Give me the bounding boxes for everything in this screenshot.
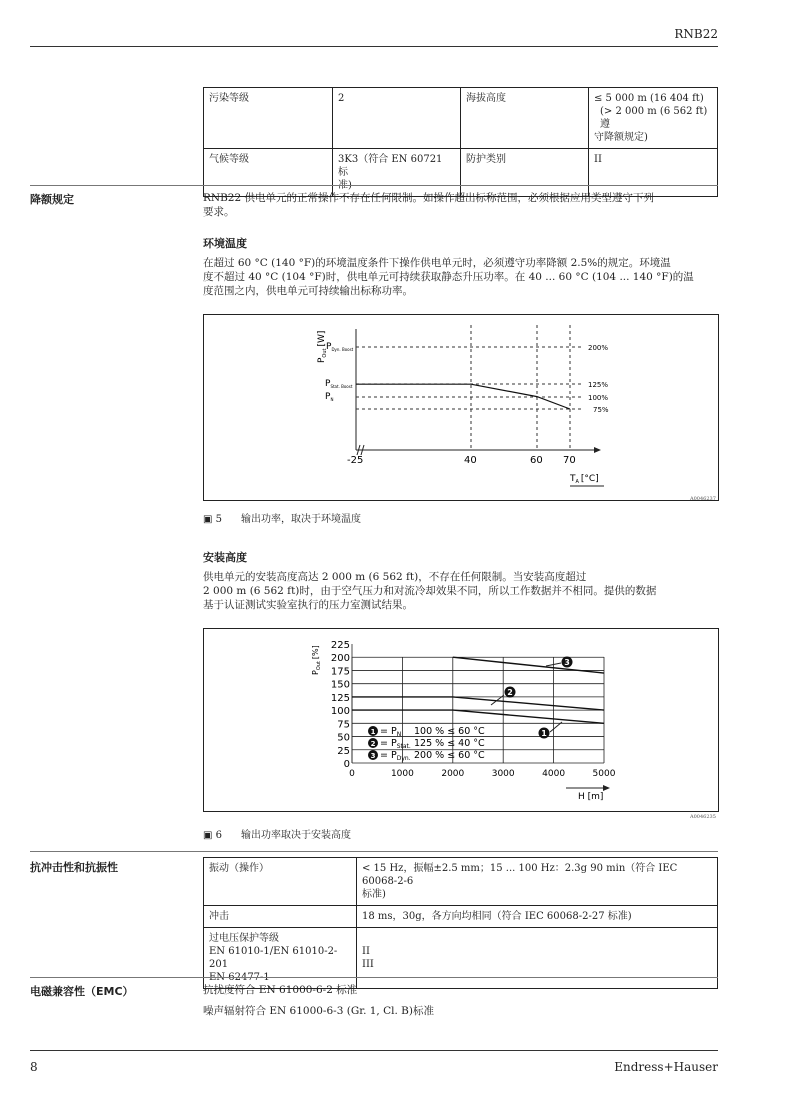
legend-label-3: = $P_{Dyn.}$ 200 % ≤ 60 °C xyxy=(380,750,485,762)
altitude-line1: 供电单元的安装高度高达 2 000 m (6 562 ft)，不存在任何限制。当安装高度超过 xyxy=(203,571,587,583)
callout-1 xyxy=(539,722,563,739)
overvoltage-value-line2: II xyxy=(362,946,370,957)
callout-3 xyxy=(546,657,573,668)
altitude-value xyxy=(589,88,718,149)
vibration-value-line1: < 15 Hz，振幅±2.5 mm；15 ... 100 Hz：2.3g 90 min（符合 IEC 60068-2-6 xyxy=(362,863,678,887)
figure-6-caption xyxy=(203,826,351,841)
pct-label-125: 125% xyxy=(588,381,609,389)
x-tick-4000: 4000 xyxy=(542,769,566,779)
figure-6-id: A0046235 xyxy=(690,814,716,820)
x-tick-70: 70 xyxy=(563,455,576,466)
x-tick-60: 60 xyxy=(530,455,543,466)
pct-label-75: 75% xyxy=(593,406,609,414)
y-tick-25: 25 xyxy=(337,745,350,757)
label-p-n: $P_N$ xyxy=(325,392,334,402)
pct-label-200: 200% xyxy=(588,344,609,352)
figure-5-caption-text: 输出功率，取决于环境温度 xyxy=(241,514,361,525)
figure-icon: ▣ xyxy=(203,830,213,841)
shock-title: 抗冲击性和抗振性 xyxy=(30,861,118,874)
altitude-heading: 安装高度 xyxy=(203,551,247,564)
legend-label-2: = $P_{Stat.}$ 125 % ≤ 40 °C xyxy=(380,738,485,750)
ambient-heading: 环境温度 xyxy=(203,237,247,250)
vibration-label: 振动（操作） xyxy=(204,858,357,906)
x-tick-5000: 5000 xyxy=(592,769,616,779)
figure-5-caption xyxy=(203,510,361,525)
altitude-paragraph xyxy=(203,570,718,612)
y-tick-200: 200 xyxy=(330,653,350,665)
overvoltage-label-line3: EN 62477-1 xyxy=(209,972,270,983)
y-tick-50: 50 xyxy=(337,732,350,744)
x-tick-1000: 1000 xyxy=(390,769,414,779)
x-axis-label: $T_A$ [°C] xyxy=(570,474,599,485)
altitude-value-line3: 守降额规定) xyxy=(594,132,648,143)
y-tick-150: 150 xyxy=(330,679,350,691)
shock-divider xyxy=(30,851,718,852)
emc-line1: 抗扰度符合 EN 61000-6-2 标准 xyxy=(203,984,358,996)
climate-value-line1: 3K3（符合 EN 60721 标 xyxy=(338,154,443,178)
altitude-value-line1: ≤ 5 000 m (16 404 ft) xyxy=(594,93,704,104)
environment-table xyxy=(203,87,718,197)
legend-marker-text-2: 2 xyxy=(370,740,376,748)
emc-divider xyxy=(30,977,718,978)
derating-intro-line2: 要求。 xyxy=(203,206,235,218)
overvoltage-label-line2: EN 61010-1/EN 61010-2-201 xyxy=(209,946,338,970)
x-axis-arrow xyxy=(594,447,601,453)
y-axis-label: $P_{Out}[W]$ xyxy=(317,330,328,363)
ambient-line3: 度范围之内，供电单元可持续输出标称功率。 xyxy=(203,285,413,297)
overvoltage-value xyxy=(357,928,718,989)
derating-intro-line1: RNB22 供电单元的正常操作不存在任何限制。如操作超出标称范围，必须根据应用类型遵守下列 xyxy=(203,192,655,204)
figure-6-caption-text: 输出功率取决于安装高度 xyxy=(241,830,351,841)
figure-5-number: ▣ 5 xyxy=(203,514,223,525)
label-p-stat-boost: $P_{Stat. Boost}$ xyxy=(325,379,353,389)
callout-3-text: 3 xyxy=(564,658,570,667)
temperature-derating-chart xyxy=(204,315,718,500)
climate-value-line2: 准) xyxy=(338,180,352,191)
legend xyxy=(368,726,485,762)
figure-5-id: A0046237 xyxy=(690,496,716,502)
shock-value: 18 ms，30g，各方向均相同（符合 IEC 60068-2-27 标准) xyxy=(357,906,718,928)
x-axis-label: H [m] xyxy=(578,792,604,802)
x-tick--25: -25 xyxy=(347,455,364,466)
ambient-line2: 度不超过 40 °C (104 °F)时，供电单元可持续获取静态升压功率。在 40 ... 60 °C (104 ... 140 °F)的温 xyxy=(203,271,694,283)
x-tick-0: 0 xyxy=(349,769,355,779)
overvoltage-label-line1: 过电压保护等级 xyxy=(209,933,279,944)
footer-brand: Endress+Hauser xyxy=(614,1060,718,1074)
page-number: 8 xyxy=(30,1060,38,1074)
header-divider xyxy=(30,46,718,47)
legend-label-1: = $P_N$ 100 % ≤ 60 °C xyxy=(380,726,485,738)
figure-5-box xyxy=(203,314,719,501)
emc-line2: 噪声辐射符合 EN 61000-6-3 (Gr. 1, Cl. B)标准 xyxy=(203,1005,434,1017)
altitude-line3: 基于认证测试实验室执行的压力室测试结果。 xyxy=(203,599,413,611)
shock-table xyxy=(203,857,718,989)
x-label-arrow xyxy=(603,785,610,791)
pollution-label: 污染等级 xyxy=(204,88,333,149)
legend-marker-text-1: 1 xyxy=(370,728,376,736)
derating-intro xyxy=(203,191,718,219)
callout-2-text: 2 xyxy=(507,688,513,697)
pollution-value: 2 xyxy=(333,88,461,149)
series-2-line xyxy=(352,697,604,710)
y-tick-175: 175 xyxy=(330,666,350,678)
pct-label-100: 100% xyxy=(588,394,609,402)
shock-label: 冲击 xyxy=(204,906,357,928)
y-tick-0: 0 xyxy=(343,759,350,770)
footer-divider xyxy=(30,1050,718,1051)
legend-marker-text-3: 3 xyxy=(370,752,376,760)
ambient-line1: 在超过 60 °C (140 °F)的环境温度条件下操作供电单元时，必须遵守功率降额 2.5%的规定。环境温 xyxy=(203,257,671,269)
callout-1-text: 1 xyxy=(541,729,547,738)
derating-divider xyxy=(30,185,718,186)
y-tick-125: 125 xyxy=(330,692,350,704)
x-tick-2000: 2000 xyxy=(441,769,465,779)
x-tick-40: 40 xyxy=(464,455,477,466)
figure-6-number: ▣ 6 xyxy=(203,830,223,841)
header-title: RNB22 xyxy=(674,27,718,41)
altitude-value-line2: (> 2 000 m (6 562 ft)遵 xyxy=(600,106,708,130)
ambient-paragraph xyxy=(203,256,718,298)
label-p-dyn-boost: $P_{Dyn. Boost}$ xyxy=(326,342,354,352)
figure-6-box xyxy=(203,628,719,812)
climate-label: 气候等级 xyxy=(204,149,333,197)
y-axis-label: $P_{Out}[\%]$ xyxy=(311,645,322,675)
altitude-line2: 2 000 m (6 562 ft)时，由于空气压力和对流冷却效果不同，所以工作数据并不相同。提供的数据 xyxy=(203,585,657,597)
y-tick-75: 75 xyxy=(337,719,350,731)
y-tick-100: 100 xyxy=(330,706,350,718)
overvoltage-label xyxy=(204,928,357,989)
x-tick-3000: 3000 xyxy=(491,769,515,779)
derating-title: 降额规定 xyxy=(30,193,74,206)
protection-label: 防护类别 xyxy=(461,149,589,197)
y-tick-225: 225 xyxy=(330,640,350,651)
vibration-value xyxy=(357,858,718,906)
emc-title: 电磁兼容性（EMC） xyxy=(30,985,134,998)
altitude-derating-chart xyxy=(204,629,718,811)
vibration-value-line2: 标准) xyxy=(362,889,386,900)
protection-value: II xyxy=(589,149,718,197)
climate-value xyxy=(333,149,461,197)
overvoltage-value-line3: III xyxy=(362,959,374,970)
series-1-line xyxy=(352,710,604,723)
figure-icon: ▣ xyxy=(203,514,213,525)
altitude-label: 海拔高度 xyxy=(461,88,589,149)
